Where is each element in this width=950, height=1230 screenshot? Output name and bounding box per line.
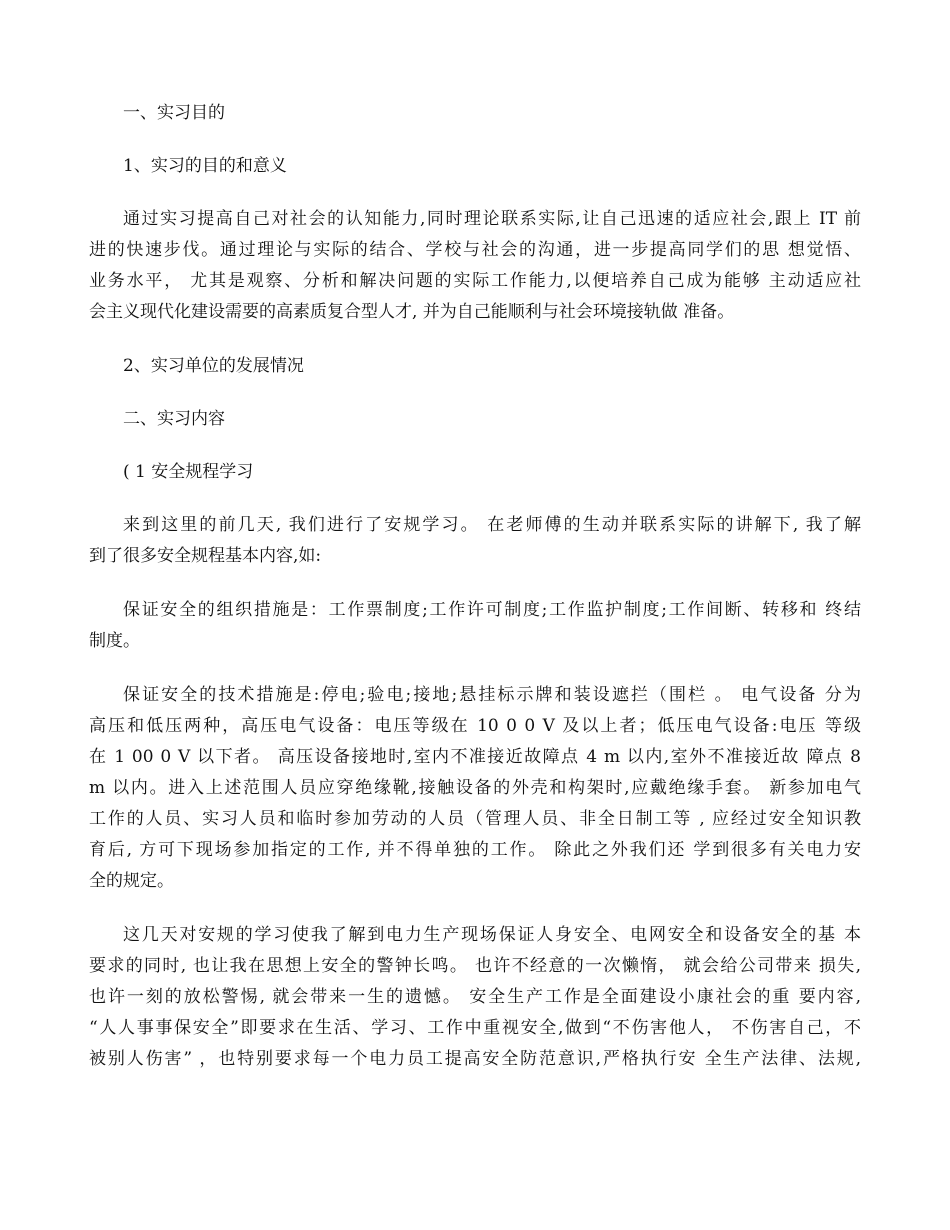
text-line: “人人事事保安全”即要求在生活、学习、工作中重视安全,做到“不伤害他人， 不伤害自己，不 <box>89 1018 861 1038</box>
text-line: 到了很多安全规程基本内容,如: <box>89 546 322 566</box>
subheading-safety-rules: ( 1 安全规程学习 <box>123 462 254 482</box>
text-line: 保证安全的技术措施是:停电;验电;接地;悬挂标示牌和装设遮拦（围栏 。 电气设备 分为 <box>123 685 861 705</box>
text-line: 这几天对安规的学习使我了解到电力生产现场保证人身安全、电网安全和设备安全的基 本 <box>123 925 861 945</box>
text-line: m 以内。进入上述范围人员应穿绝缘靴,接触设备的外壳和构架时,应戴绝缘手套。 新参加电气 <box>89 778 861 798</box>
text-line: 育后, 方可下现场参加指定的工作, 并不得单独的工作。 除此之外我们还 学到很多有关电力安 <box>89 840 861 860</box>
text-line: 要求的同时, 也让我在思想上安全的警钟长鸣。 也许不经意的一次懒惰， 就会给公司带来 损失, <box>89 956 861 976</box>
text-line: 制度。 <box>89 631 140 651</box>
text-line: 高压和低压两种，高压电气设备：电压等级在 10 0 0 V 及以上者；低压电气设备:电压 等级 <box>89 716 861 736</box>
text-line: 业务水平， 尤其是观察、分析和解决问题的实际工作能力,以便培养自己成为能够 主动适应社 <box>89 271 861 291</box>
paragraph-reflection <box>89 920 861 1075</box>
subheading-purpose-meaning: 1、实习的目的和意义 <box>123 156 287 176</box>
section-heading-content: 二、实习内容 <box>123 409 225 429</box>
paragraph-intro <box>89 510 861 572</box>
text-line: 通过实习提高自己对社会的认知能力,同时理论联系实际,让自己迅速的适应社会,跟上 IT 前 <box>123 209 861 229</box>
text-line: 在 1 00 0 V 以下者。 高压设备接地时,室内不准接近故障点 4 m 以内,室外不准接近故 障点 8 <box>89 747 861 767</box>
text-line: 全的规定。 <box>89 871 174 891</box>
paragraph-technical-measures <box>89 680 861 897</box>
text-line: 进的快速步伐。通过理论与实际的结合、学校与社会的沟通，进一步提高同学们的思 想觉悟、 <box>89 240 861 260</box>
document-page <box>89 98 861 1075</box>
subheading-unit-development: 2、实习单位的发展情况 <box>123 356 304 376</box>
section-heading-purpose: 一、实习目的 <box>123 103 225 123</box>
text-line: 会主义现代化建设需要的高素质复合型人才, 并为自己能顺利与社会环境接轨做 准备。 <box>89 302 735 322</box>
text-line: 工作的人员、实习人员和临时参加劳动的人员（管理人员、非全日制工等 , 应经过安全知识教 <box>89 809 861 829</box>
text-line: 被别人伤害” ，也特别要求每一个电力员工提高安全防范意识,严格执行安 全生产法律、法规, <box>89 1049 861 1069</box>
paragraph-organizational-measures <box>89 595 861 657</box>
text-line: 也许一刻的放松警惕, 就会带来一生的遗憾。 安全生产工作是全面建设小康社会的重 要内容, <box>89 987 861 1007</box>
paragraph-purpose <box>89 204 861 328</box>
text-line: 来到这里的前几天, 我们进行了安规学习。 在老师傅的生动并联系实际的讲解下, 我了解 <box>123 515 861 535</box>
text-line: 保证安全的组织措施是：工作票制度;工作许可制度;工作监护制度;工作间断、转移和 终结 <box>123 600 861 620</box>
